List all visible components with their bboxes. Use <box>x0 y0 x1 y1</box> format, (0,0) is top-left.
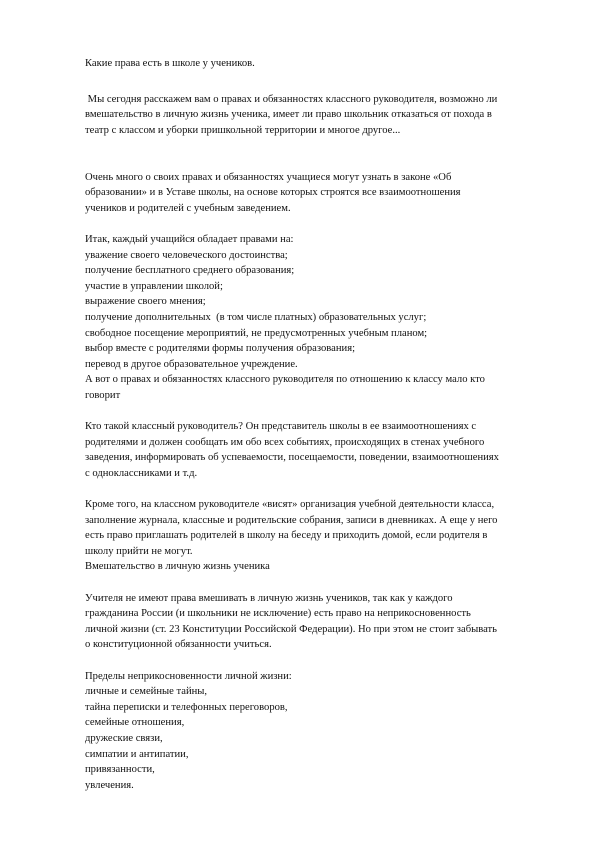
text-line: школу прийти не могут. <box>85 545 193 557</box>
text-line: Очень много о своих правах и обязанностях учащиеся могут узнать в законе «Об <box>85 171 452 183</box>
rights-intro: Итак, каждый учащийся обладает правами на: <box>85 233 294 245</box>
text-line: образовании» и в Уставе школы, на основе которых строятся все взаимоотношения <box>85 187 461 199</box>
limits-item: симпатии и антипатии, <box>85 748 189 760</box>
text-line: А вот о правах и обязанностях классного руководителя по отношению к классу мало кто <box>85 374 485 386</box>
duties-paragraph <box>85 497 555 575</box>
rights-item: участие в управлении школой; <box>85 280 223 292</box>
rights-item: получение дополнительных (в том числе платных) образовательных услуг; <box>85 311 427 323</box>
rights-item: уважение своего человеческого достоинства; <box>85 249 288 261</box>
text-line: Кто такой классный руководитель? Он представитель школы в ее взаимоотношениях с <box>85 421 477 433</box>
rights-item: получение бесплатного среднего образования; <box>85 265 295 277</box>
limits-item: дружеские связи, <box>85 732 163 744</box>
text-line: Учителя не имеют права вмешивать в личную жизнь учеников, так как у каждого <box>85 592 453 604</box>
rights-section <box>85 232 555 404</box>
teacher-paragraph <box>85 419 555 481</box>
text-line: родителями и должен сообщать им обо всех событиях, происходящих в стенах учебного <box>85 436 485 448</box>
limits-item: семейные отношения, <box>85 717 185 729</box>
text-line: с одноклассниками и т.д. <box>85 467 198 479</box>
text-line: Кроме того, на классном руководителе «висят» организация учебной деятельности класса, <box>85 499 495 511</box>
text-line: заполнение журнала, классные и родительские собрания, записи в дневниках. А еще у него <box>85 514 498 526</box>
limits-item: личные и семейные тайны, <box>85 686 208 698</box>
rights-item: выражение своего мнения; <box>85 296 206 308</box>
limits-item: тайна переписки и телефонных переговоров, <box>85 701 288 713</box>
section-subheading: Вмешательство в личную жизнь ученика <box>85 561 270 573</box>
title-line: Какие права есть в школе у учеников. <box>85 58 255 69</box>
text-line: вмешательство в личную жизнь ученика, имеет ли право школьник отказаться от похода в <box>85 109 492 121</box>
text-line: гражданина России (и школьники не исключение) есть право на неприкосновенность <box>85 608 471 620</box>
document-title <box>85 56 555 72</box>
limits-section <box>85 669 555 794</box>
limits-item: привязанности, <box>85 764 155 776</box>
text-line: театр с классом и уборки пришкольной территории и многое другое... <box>85 124 401 136</box>
limits-item: увлечения. <box>85 779 134 791</box>
text-line: о конституционной обязанности учиться. <box>85 639 272 651</box>
limits-intro: Пределы неприкосновенности личной жизни: <box>85 670 292 682</box>
text-line: Мы сегодня расскажем вам о правах и обязанностях классного руководителя, возможно ли <box>85 93 498 105</box>
text-line: заведения, информировать об успеваемости, посещаемости, поведении, взаимоотношениях <box>85 452 499 464</box>
intro-paragraph <box>85 92 555 139</box>
privacy-paragraph <box>85 591 555 653</box>
rights-item: перевод в другое образовательное учреждение. <box>85 358 298 370</box>
text-line: есть право приглашать родителей в школу на беседу и приходить домой, если родителя в <box>85 530 488 542</box>
text-line: личной жизни (ст. 23 Конституции Российской Федерации). Но при этом не стоит забывать <box>85 623 497 635</box>
law-paragraph <box>85 170 555 217</box>
text-line: учеников и родителей с учебным заведением. <box>85 202 291 214</box>
rights-item: выбор вместе с родителями формы получения образования; <box>85 343 356 355</box>
rights-item: свободное посещение мероприятий, не предусмотренных учебным планом; <box>85 327 428 339</box>
text-line: говорит <box>85 389 121 401</box>
document-page <box>85 56 555 793</box>
